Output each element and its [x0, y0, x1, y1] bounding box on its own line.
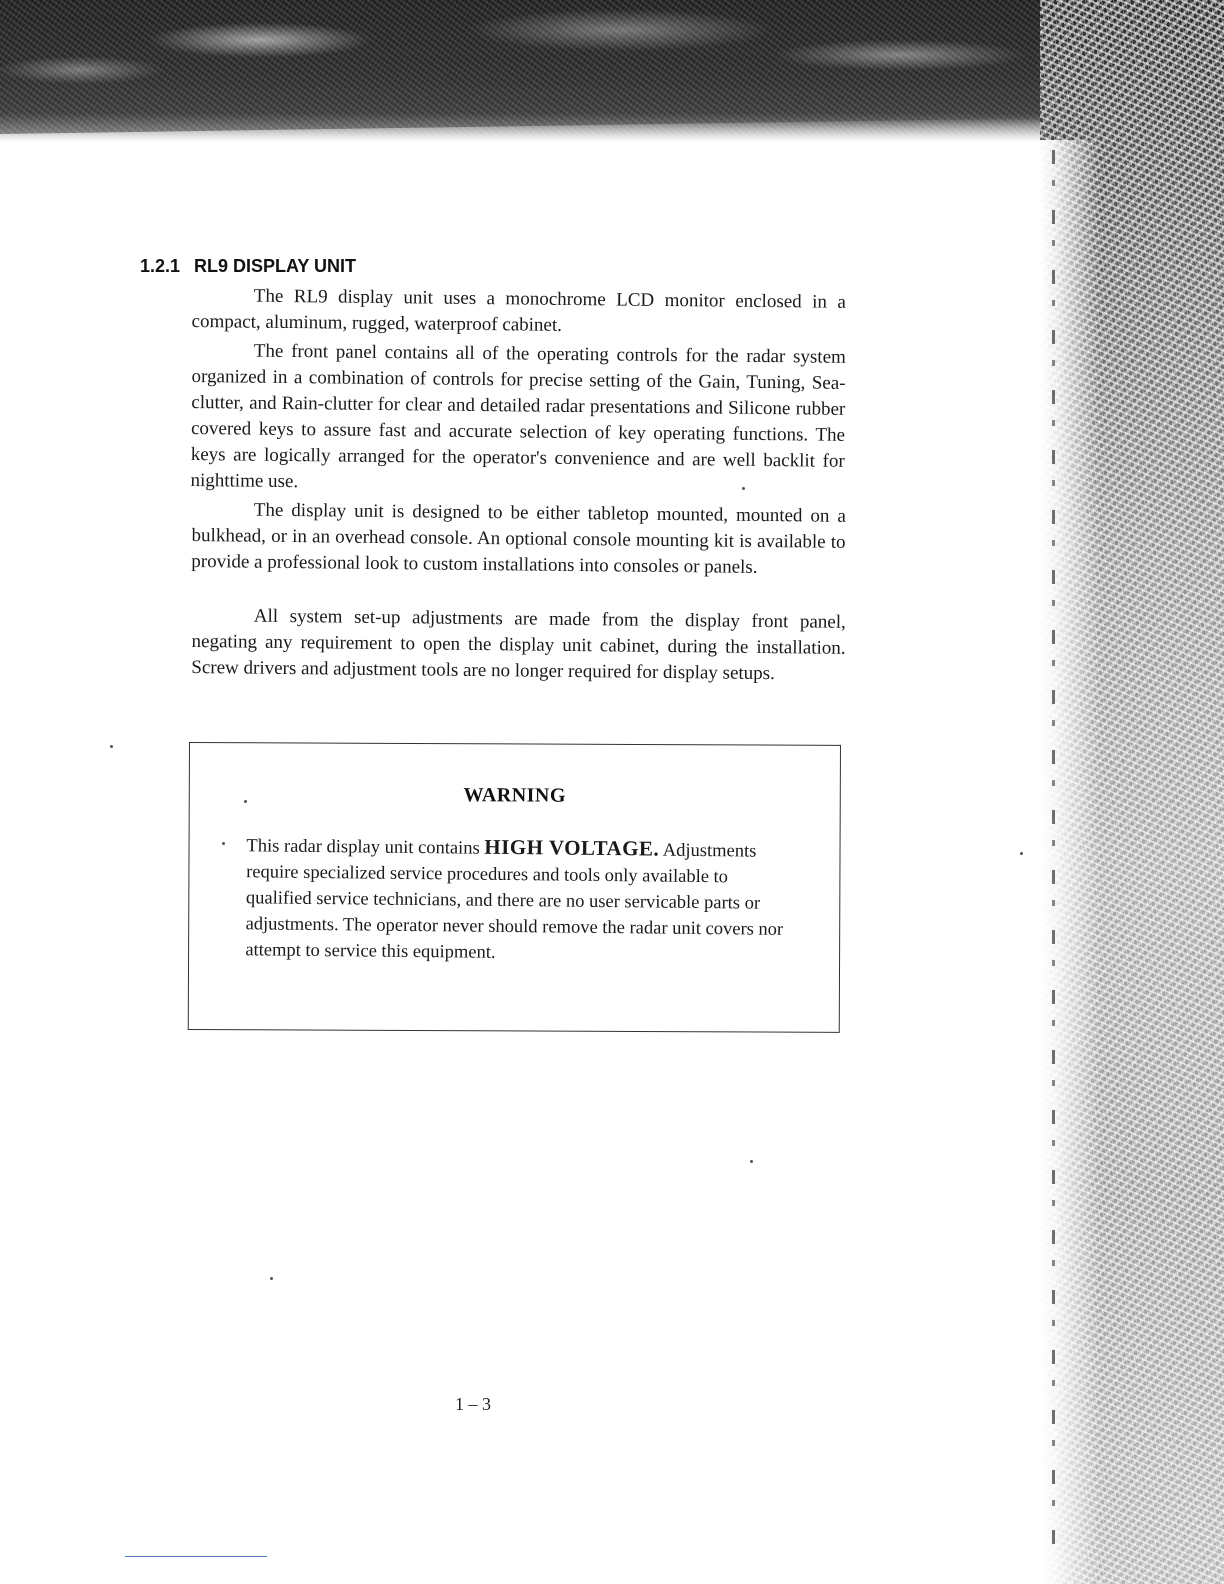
- paragraph-intro: The RL9 display unit uses a monochrome LCD monitor enclosed in a compact, aluminum, rugged, waterproof cabinet.: [191, 285, 846, 336]
- warning-text-body: Adjustments require specialized service procedures and tools only available to qualified service technicians, and there are no user servicable parts or adjustments. The operator never should remove the radar unit covers nor attempt to service this equipment.: [245, 840, 784, 963]
- warning-text-intro: This radar display unit contains: [246, 836, 485, 859]
- scan-speck: [110, 745, 113, 748]
- scan-artifact-right-fade: [1040, 140, 1100, 1584]
- scan-artifact-right-edge: [1052, 150, 1055, 1550]
- paragraph-setup: All system set-up adjustments are made from the display front panel, negating any requirement to open the display unit cabinet, during the installation. Screw drivers and adjustment tools are no longer required for display setups.: [191, 605, 846, 685]
- scan-speck: [750, 1160, 753, 1163]
- page-number: 1 – 3: [455, 1394, 491, 1414]
- warning-box: [188, 742, 841, 1033]
- scan-speck: [1020, 852, 1023, 855]
- section-heading: [140, 256, 356, 277]
- scan-speck: [742, 487, 745, 490]
- scan-speck: [222, 842, 225, 845]
- warning-high-voltage: HIGH VOLTAGE.: [484, 834, 660, 861]
- warning-text: [245, 831, 786, 969]
- warning-title: WARNING: [463, 784, 567, 807]
- section-title: RL9 DISPLAY UNIT: [194, 256, 357, 276]
- paragraph-mounting: The display unit is designed to be either tabletop mounted, mounted on a bulkhead, or in an overhead console. An optional console mounting kit is available to provide a professional look to custom installations into consoles or panels.: [191, 499, 846, 578]
- bottom-rule: [125, 1556, 267, 1557]
- paragraph-front-panel: The front panel contains all of the operating controls for the radar system organized in a combination of controls for precise setting of the Gain, Tuning, Sea-clutter, and Rain-clutter for clear and detailed radar presentations and Silicone rubber covered keys to assure fast and accurate selection of key operating functions. The keys are logically arranged for the operator's convenience and are well backlit for nighttime use.: [190, 340, 846, 493]
- scan-speck: [270, 1277, 273, 1280]
- scan-speck: [244, 800, 247, 803]
- section-number: 1.2.1: [140, 256, 181, 276]
